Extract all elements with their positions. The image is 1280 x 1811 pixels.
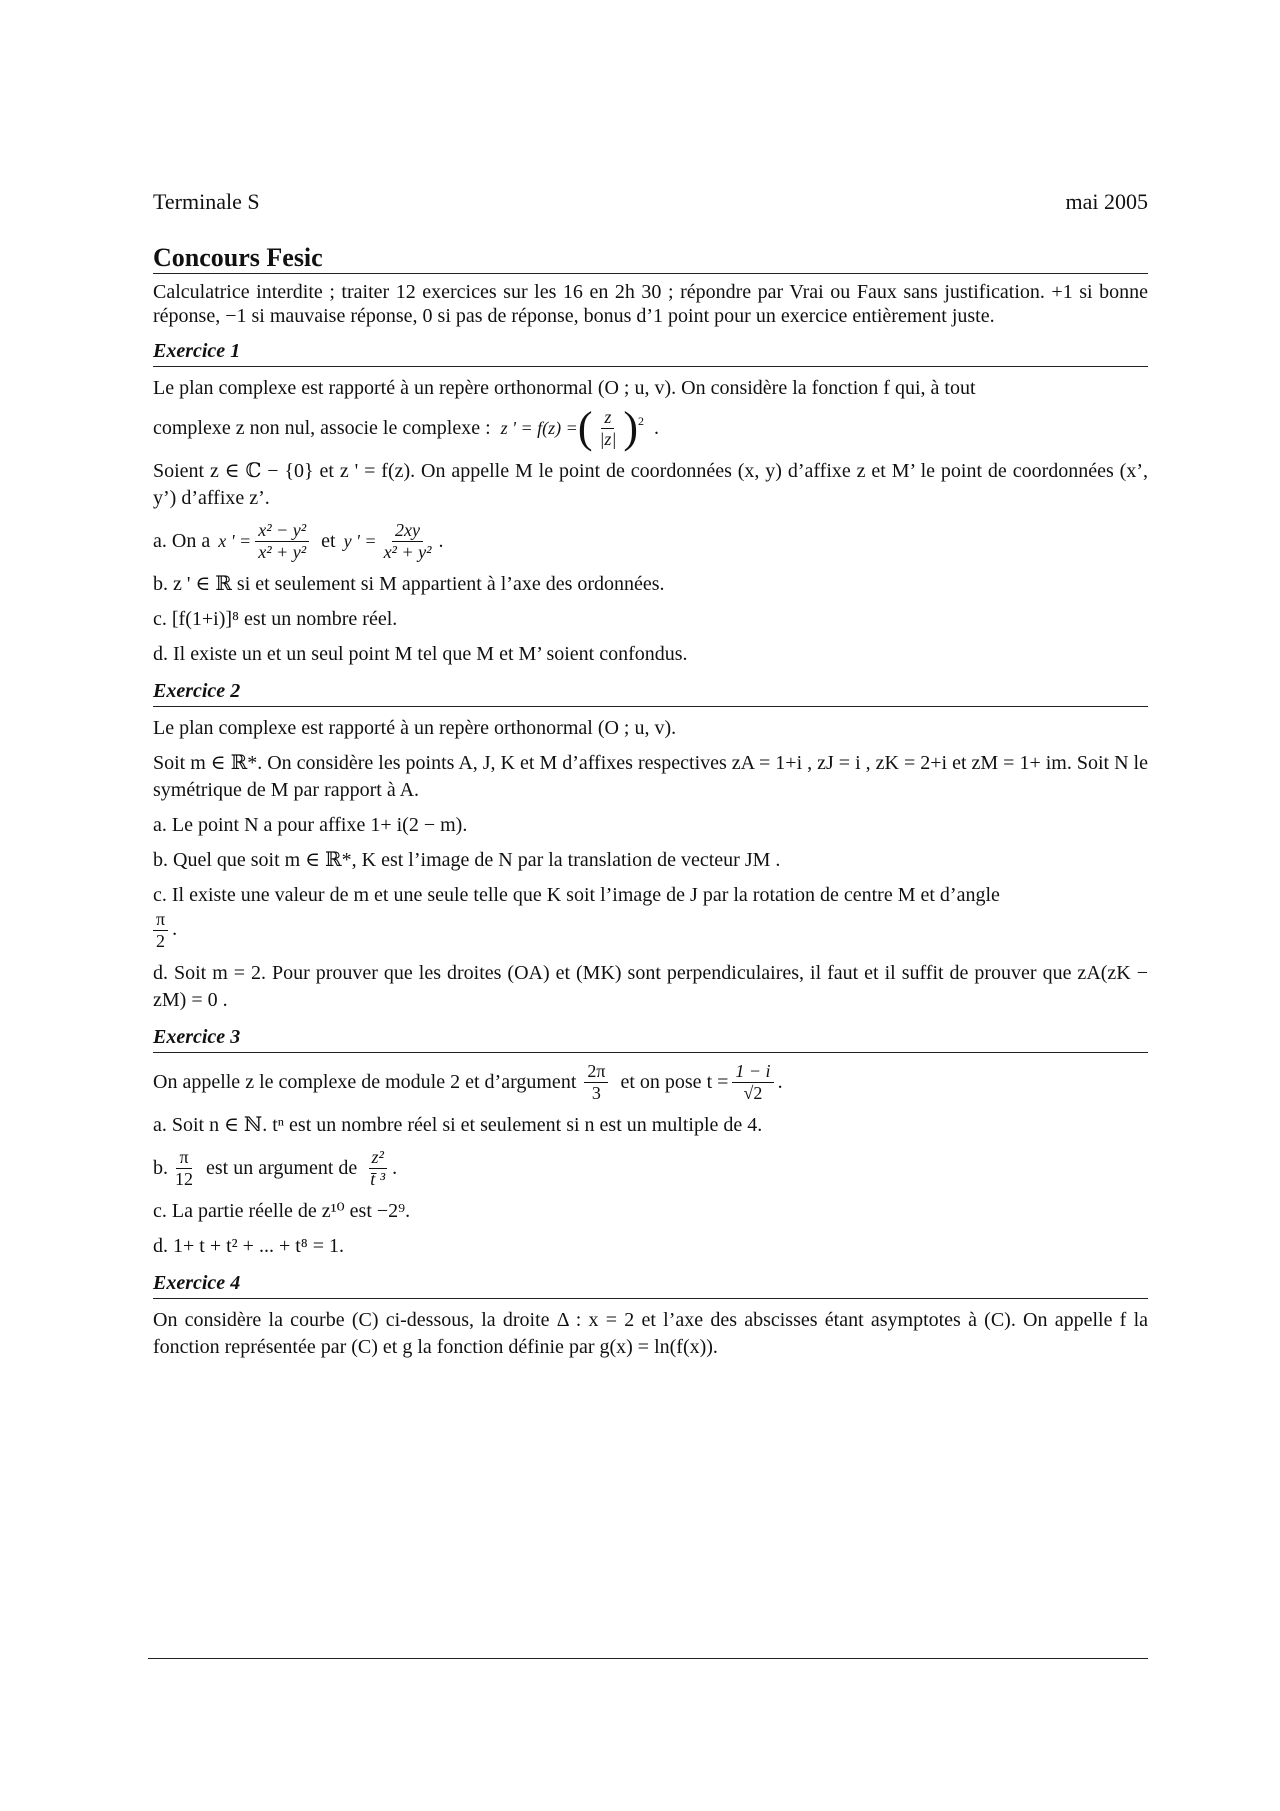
z2-over-tbar3	[367, 1147, 388, 1190]
ex1-item-c: c. [f(1+i)]⁸ est un nombre réel.	[153, 608, 398, 630]
frac-numerator: 1 − i	[732, 1061, 773, 1083]
ex2-item-d: d. Soit m = 2. Pour prouver que les droites (OA) et (MK) sont perpendiculaires, il faut et il suffit de prouver que zA(zK − zM) = 0 .	[153, 962, 1148, 1011]
ex1-function-text: complexe z non nul, associe le complexe :	[153, 416, 491, 439]
ex1-function-def	[153, 403, 1148, 452]
frac-numerator: π	[153, 909, 168, 931]
exercise-3-heading: Exercice 3	[153, 1024, 1148, 1053]
exercise-4-heading: Exercice 4	[153, 1270, 1148, 1299]
frac-numerator: 2xy	[392, 520, 423, 542]
ex3-item-a: a. Soit n ∈ ℕ. tⁿ est un nombre réel si et seulement si n est un multiple de 4.	[153, 1114, 763, 1136]
period: .	[777, 1071, 783, 1093]
frac-numerator: x² − y²	[255, 520, 309, 542]
frac-numerator: z²	[369, 1147, 387, 1169]
ex1-definitions: Soient z ∈ ℂ − {0} et z ' = f(z). On appelle M le point de coordonnées (x, y) d’affixe z et M’ le point de coordonnées (x’, y’) d’affixe z’.	[153, 460, 1148, 509]
class-level: Terminale S	[153, 189, 260, 214]
exponent: 2	[638, 414, 645, 428]
pi-over-12	[172, 1147, 196, 1190]
frac-numerator: π	[176, 1147, 191, 1169]
page-title: Concours Fesic	[153, 244, 1148, 274]
ex1-statement: Le plan complexe est rapporté à un repère orthonormal (O ; u, v). On considère la fonction f qui, à tout	[153, 377, 976, 399]
t-fraction	[732, 1061, 773, 1104]
ex3-text-b: et on pose t =	[620, 1071, 729, 1093]
ex2-item-b: b. Quel que soit m ∈ ℝ*, K est l’image de N par la translation de vecteur JM .	[153, 849, 781, 871]
ex1-item-b: b. z ' ∈ ℝ si et seulement si M appartient à l’axe des ordonnées.	[153, 573, 665, 595]
document-page	[153, 188, 1148, 1361]
item-b-text: est un argument de	[206, 1157, 358, 1179]
instructions: Calculatrice interdite ; traiter 12 exercices sur les 16 en 2h 30 ; répondre par Vrai ou Faux sans justification. +1 si bonne réponse, −1 si mauvaise réponse, 0 si pas de réponse, bonus d’1 point pour un exercice entièrement juste.	[153, 281, 1148, 327]
y-prime-fraction	[381, 520, 435, 563]
y-prime: y ' =	[343, 531, 377, 551]
ex3-item-c: c. La partie réelle de z¹⁰ est −2⁹.	[153, 1200, 411, 1222]
frac-denominator: x² + y²	[258, 542, 307, 562]
pi-over-2	[153, 909, 168, 952]
x-prime-fraction	[255, 520, 309, 563]
right-paren: )	[623, 403, 639, 452]
frac-denominator: 3	[591, 1083, 601, 1103]
footer-rule	[148, 1658, 1148, 1659]
ex2-points: Soit m ∈ ℝ*. On considère les points A, J, K et M d’affixes respectives zA = 1+i , zJ = i , zK = 2+i et zM = 1+ im. Soit N le symétrique de M par rapport à A.	[153, 752, 1148, 801]
frac-numerator: z	[601, 407, 614, 429]
frac-denominator: |z|	[599, 428, 617, 449]
frac-denominator: √2	[743, 1083, 763, 1103]
x-prime: x ' =	[218, 531, 252, 551]
z-over-modulus	[596, 407, 619, 450]
ex3-statement	[153, 1061, 1148, 1104]
exercise-2-heading: Exercice 2	[153, 678, 1148, 707]
period: .	[438, 530, 444, 552]
frac-denominator: t̄ ³	[370, 1169, 386, 1189]
item-a-label: a. On a	[153, 530, 211, 552]
ex3-item-d: d. 1+ t + t² + ... + t⁸ = 1.	[153, 1235, 345, 1257]
ex2-statement: Le plan complexe est rapporté à un repère orthonormal (O ; u, v).	[153, 717, 677, 739]
frac-denominator: x² + y²	[383, 542, 432, 562]
frac-denominator: 2	[156, 931, 166, 951]
ex1-function-formula: z ' = f(z) =	[500, 417, 578, 438]
frac-denominator: 12	[175, 1169, 193, 1189]
page-header	[153, 188, 1148, 218]
two-pi-over-3	[584, 1061, 608, 1104]
date: mai 2005	[1065, 189, 1148, 214]
ex4-statement: On considère la courbe (C) ci-dessous, la droite Δ : x = 2 et l’axe des abscisses étant asymptotes à (C). On appelle f la fonction représentée par (C) et g la fonction définie par g(x) = ln(f(x)).	[153, 1309, 1148, 1358]
left-paren: (	[577, 403, 593, 452]
ex3-text-a: On appelle z le complexe de module 2 et d’argument	[153, 1071, 577, 1093]
exercise-1-heading: Exercice 1	[153, 338, 1148, 367]
period: .	[654, 416, 660, 439]
and-word: et	[321, 530, 336, 552]
ex1-item-d: d. Il existe un et un seul point M tel que M et M’ soient confondus.	[153, 643, 688, 665]
ex2-item-c: c. Il existe une valeur de m et une seule telle que K soit l’image de J par la rotation de centre M et d’angle	[153, 884, 1000, 906]
item-b-label: b.	[153, 1157, 168, 1179]
frac-numerator: 2π	[584, 1061, 608, 1083]
ex1-item-a	[153, 520, 1148, 563]
period: .	[392, 1157, 398, 1179]
ex2-angle: $\frac{\pi}{2}$ .	[153, 909, 1148, 952]
ex3-item-b	[153, 1147, 1148, 1190]
ex2-item-a: a. Le point N a pour affixe 1+ i(2 − m).	[153, 814, 468, 836]
